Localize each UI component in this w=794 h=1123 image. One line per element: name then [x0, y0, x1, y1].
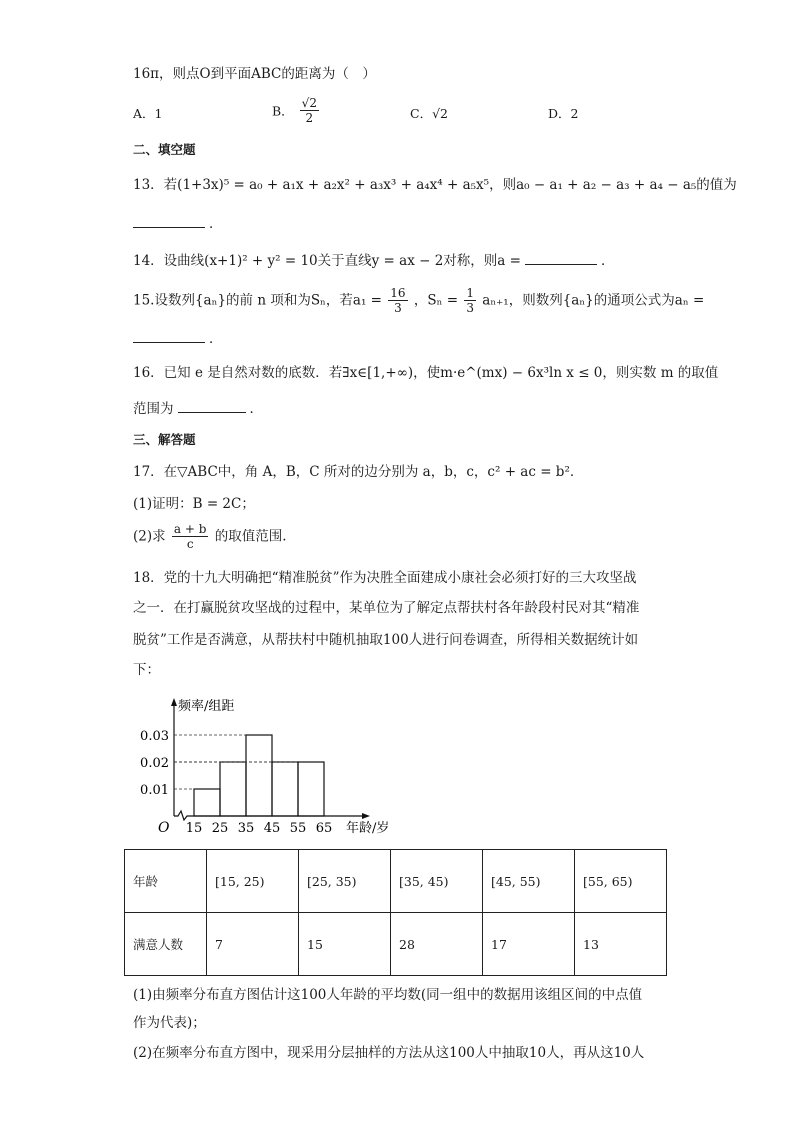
- q18-stem-line3: 脱贫”工作是否满意，从帮扶村中随机抽取100人进行问卷调查，所得相关数据统计如: [133, 632, 639, 648]
- option-c: [410, 104, 448, 122]
- q13-answer-line: [133, 213, 223, 234]
- q14-line: [133, 250, 614, 271]
- x-tick-label: 35: [237, 821, 255, 836]
- q13-answer-blank[interactable]: [133, 213, 205, 228]
- table-cell-count: 17: [483, 913, 575, 976]
- q15-post: aₙ₊₁，则数列{aₙ}的通项公式为aₙ =: [482, 292, 705, 309]
- q16-stem-line1: 16．已知 e 是自然对数的底数．若∃x∈[1,+∞)，使m·e^(mx) − 6x³ln x ≤ 0，则实数 m 的取值: [133, 365, 719, 381]
- option-a: A．1: [133, 106, 163, 121]
- q17-part2: [133, 522, 287, 551]
- histogram-bar: [246, 735, 272, 816]
- q17-part2-pre: (2)求: [133, 528, 166, 545]
- q15-answer-blank[interactable]: [133, 328, 205, 343]
- table-cell-interval: [15, 25): [207, 850, 299, 913]
- q18-stem-line1: 18．党的十九大明确把“精准脱贫”作为决胜全面建成小康社会必须打好的三大攻坚战: [133, 570, 637, 586]
- frequency-histogram: [120, 690, 420, 840]
- q15-a1-fraction: [388, 286, 407, 315]
- q13-period: ．: [209, 216, 223, 232]
- q17-stem: 17．在▽ABC中，角 A，B，C 所对的边分别为 a，b，c，c² + ac = b²．: [133, 464, 584, 480]
- q14-period: ．: [600, 253, 615, 269]
- histogram-bar: [298, 762, 324, 816]
- q18-stem-line4: 下：: [133, 662, 160, 678]
- q15-pre: 15.设数列{aₙ}的前 n 项和为Sₙ，若a₁ =: [133, 292, 382, 309]
- table-header-age: 年龄: [125, 850, 207, 913]
- q14-stem: 14．设曲线(x+1)² + y² = 10关于直线y = ax − 2对称，则a =: [133, 253, 521, 269]
- option-b-numerator: √2: [301, 96, 317, 110]
- section-fill-blank-heading: 二、填空题: [133, 142, 196, 157]
- q15-s-denominator: 3: [466, 301, 474, 315]
- satisfaction-table: [124, 849, 667, 976]
- histogram-bar: [194, 789, 220, 816]
- option-c-letter: C．: [410, 106, 433, 121]
- x-tick-label: 45: [263, 821, 281, 836]
- q18-sub1-line1: (1)由频率分布直方图估计这100人年龄的平均数(同一组中的数据用该组区间的中点值: [133, 987, 643, 1003]
- q17-part2-post: 的取值范围.: [214, 528, 287, 545]
- y-tick-label: 0.02: [140, 756, 169, 771]
- option-b: [272, 96, 321, 125]
- q18-sub1-line2: 作为代表)；: [133, 1015, 206, 1031]
- q17-denominator: c: [186, 537, 194, 551]
- x-tick-label: 25: [211, 821, 229, 836]
- table-row-age: [125, 850, 667, 913]
- q15-a1-numerator: 16: [390, 286, 406, 300]
- q15-s-numerator: 1: [466, 286, 474, 300]
- q15-a1-denominator: 3: [394, 301, 402, 315]
- q14-answer-blank[interactable]: [525, 250, 597, 265]
- q16-stem-line2: 范围为: [133, 401, 174, 417]
- option-c-value: √2: [432, 106, 448, 121]
- q12-stem-tail: 16π，则点O到平面ABC的距离为（ ）: [133, 66, 376, 82]
- x-tick-label: 55: [289, 821, 307, 836]
- table-row-satisfied: [125, 913, 667, 976]
- x-axis-label: 年龄/岁: [346, 821, 390, 836]
- q17-fraction: [172, 522, 209, 551]
- option-b-denominator: 2: [305, 111, 314, 125]
- section-answer-heading: 三、解答题: [133, 432, 196, 447]
- q18-sub2-line1: (2)在频率分布直方图中，现采用分层抽样的方法从这100人中抽取10人，再从这10人: [133, 1045, 645, 1061]
- option-b-fraction: [300, 96, 319, 125]
- table-cell-count: 15: [299, 913, 391, 976]
- x-tick-label: 65: [315, 821, 333, 836]
- q16-period: ．: [249, 401, 263, 417]
- option-b-letter: B．: [272, 103, 294, 119]
- option-d: D．2: [548, 106, 579, 121]
- y-tick-label: 0.03: [140, 729, 169, 744]
- table-cell-count: 28: [391, 913, 483, 976]
- q15-line: [133, 286, 704, 315]
- q15-answer-line: [133, 328, 223, 349]
- table-cell-count: 13: [575, 913, 667, 976]
- x-tick-label: 15: [185, 821, 203, 836]
- table-cell-interval: [55, 65): [575, 850, 667, 913]
- y-tick-label: 0.01: [140, 783, 169, 798]
- table-cell-interval: [25, 35): [299, 850, 391, 913]
- y-axis-label: 频率/组距: [178, 699, 235, 714]
- q15-mid: ，Sₙ =: [413, 292, 459, 309]
- q16-answer-blank[interactable]: [178, 398, 246, 413]
- table-header-satisfied: 满意人数: [125, 913, 207, 976]
- q16-line2: [133, 398, 263, 419]
- table-cell-interval: [35, 45): [391, 850, 483, 913]
- histogram-bar: [272, 762, 298, 816]
- q17-part1: (1)证明：B = 2C；: [133, 496, 255, 512]
- y-axis-arrow: [171, 698, 177, 706]
- x-axis-arrow: [362, 813, 370, 819]
- q15-s-fraction: [464, 286, 476, 315]
- origin-label: O: [158, 820, 170, 836]
- q13-stem: 13．若(1+3x)⁵ = a₀ + a₁x + a₂x² + a₃x³ + a₄x⁴ + a₅x⁵，则a₀ − a₁ + a₂ − a₃ + a₄ − a₅的值为: [133, 177, 737, 193]
- q18-stem-line2: 之一．在打赢脱贫攻坚战的过程中，某单位为了解定点帮扶村各年龄段村民对其“精准: [133, 600, 640, 616]
- q17-numerator: a + b: [173, 522, 207, 536]
- table-cell-interval: [45, 55): [483, 850, 575, 913]
- q15-period: ．: [209, 331, 223, 347]
- table-cell-count: 7: [207, 913, 299, 976]
- histogram-bar: [220, 762, 246, 816]
